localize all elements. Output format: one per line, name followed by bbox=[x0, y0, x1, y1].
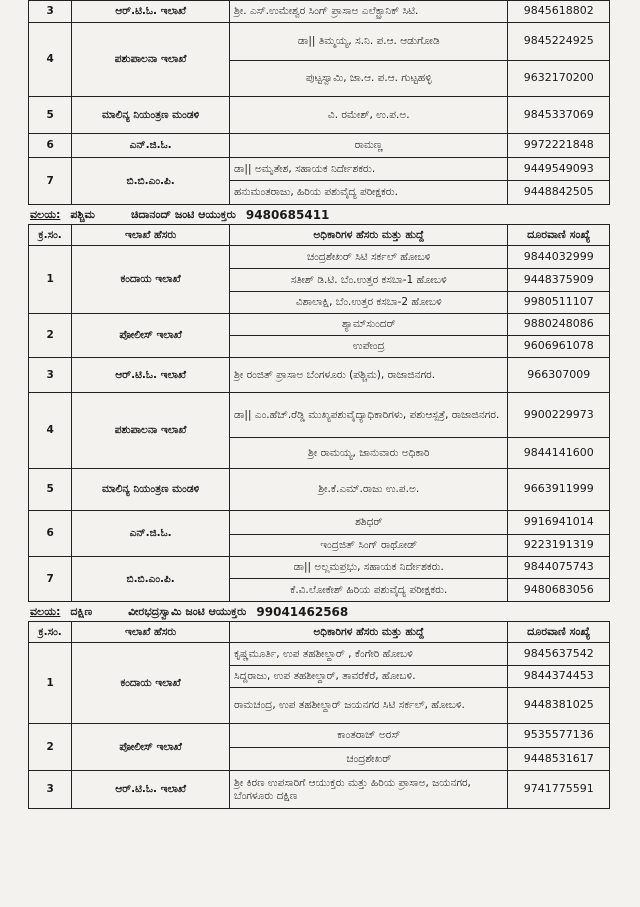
table-row bbox=[29, 23, 610, 61]
department-name: ಪೋಲೀಸ್ ಇಲಾಖೆ bbox=[72, 724, 230, 771]
serial-no: 1 bbox=[29, 643, 72, 724]
contact-directory-sheet bbox=[28, 0, 610, 809]
serial-no: 3 bbox=[29, 1, 72, 23]
table-row bbox=[29, 643, 610, 666]
table-row bbox=[29, 314, 610, 336]
phone-number: 9980511107 bbox=[508, 292, 610, 314]
table-row bbox=[29, 358, 610, 393]
phone-number: 9448381025 bbox=[508, 688, 610, 724]
department-name: ಆರ್.ಟಿ.ಓ. ಇಲಾಖೆ bbox=[72, 771, 230, 809]
table-row bbox=[29, 158, 610, 181]
phone-number: 9845337069 bbox=[508, 97, 610, 134]
officer-name: ಪುಟ್ಟಸ್ವಾಮಿ, ಜಾ.ಆ. ಪ.ಆ. ಗುಟ್ಟಹಳ್ಳಿ bbox=[230, 61, 508, 97]
phone-number: 9632170200 bbox=[508, 61, 610, 97]
table-row bbox=[29, 771, 610, 809]
zone-heading bbox=[28, 205, 610, 224]
serial-no: 4 bbox=[29, 393, 72, 469]
table-row bbox=[29, 469, 610, 511]
contact-table bbox=[28, 224, 610, 602]
phone-number: 9972221848 bbox=[508, 134, 610, 158]
contact-table bbox=[28, 0, 610, 205]
department-header: ಇಲಾಖೆ ಹೆಸರು bbox=[72, 225, 230, 246]
department-name: ಕಂದಾಯ ಇಲಾಖೆ bbox=[72, 246, 230, 314]
officer-name: ರಾಮಣ್ಣ bbox=[230, 134, 508, 158]
officer-name: ವಿ. ರಮೇಶ್, ಉ.ಪ.ಅ. bbox=[230, 97, 508, 134]
serial-no: 4 bbox=[29, 23, 72, 97]
phone-number: 9448531617 bbox=[508, 748, 610, 771]
department-name: ಆರ್.ಟಿ.ಓ. ಇಲಾಖೆ bbox=[72, 1, 230, 23]
serial-no: 3 bbox=[29, 358, 72, 393]
officer-name: ಕಾಂತರಾಜ್ ಅರಸ್ bbox=[230, 724, 508, 748]
zone-label: ವಲಯ: bbox=[30, 207, 61, 221]
phone-number: 9845224925 bbox=[508, 23, 610, 61]
phone-number: 9844374453 bbox=[508, 666, 610, 688]
zone-head-officer: ವೀರಭದ್ರಸ್ವಾಮಿ ಜಂಟಿ ಆಯುಕ್ತರು bbox=[128, 604, 247, 618]
phone-number: 9900229973 bbox=[508, 393, 610, 438]
phone-header: ದೂರವಾಣಿ ಸಂಖ್ಯೆ bbox=[508, 225, 610, 246]
officer-header: ಅಧಿಕಾರಿಗಳ ಹೆಸರು ಮತ್ತು ಹುದ್ದೆ bbox=[230, 225, 508, 246]
zone-heading bbox=[28, 602, 610, 621]
serial-no: 2 bbox=[29, 314, 72, 358]
department-name: ಬಿ.ಬಿ.ಎಂ.ಪಿ. bbox=[72, 158, 230, 205]
table-header-row bbox=[29, 225, 610, 246]
officer-name: ಸತೀಶ್ ಡಿ.ಟಿ. ಬೆಂ.ಉತ್ತರ ಕಸಬಾ-1 ಹೋಬಳಿ bbox=[230, 269, 508, 292]
officer-name: ಕೃಷ್ಣಮೂರ್ತಿ, ಉಪ ತಹಶೀಲ್ದಾರ್ , ಕೆಂಗೇರಿ ಹೋಬಳಿ bbox=[230, 643, 508, 666]
officer-name: ಹನುಮಂತರಾಜು, ಹಿರಿಯ ಪಶುವೈದ್ಯ ಪರೀಕ್ಷಕರು. bbox=[230, 181, 508, 205]
phone-number: 9916941014 bbox=[508, 511, 610, 535]
phone-number: 9223191319 bbox=[508, 535, 610, 557]
officer-name: ಶ್ರೀ. ಎಸ್.ಉಮೇಶ್ವರ ಸಿಂಗ್ ಪ್ರಾಸಾಅ ಎಲೆಕ್ಟ್ರಾನಿಕ್ ಸಿಟಿ. bbox=[230, 1, 508, 23]
table-row bbox=[29, 1, 610, 23]
serial-no: 7 bbox=[29, 158, 72, 205]
department-name: ಮಾಲಿನ್ಯ ನಿಯಂತ್ರಣ ಮಂಡಳಿ bbox=[72, 469, 230, 511]
department-name: ಆರ್.ಟಿ.ಓ. ಇಲಾಖೆ bbox=[72, 358, 230, 393]
table-row bbox=[29, 511, 610, 535]
zone-label: ವಲಯ: bbox=[30, 604, 61, 618]
phone-number: 966307009 bbox=[508, 358, 610, 393]
officer-name: ಶ್ರೀ ರಾಮಯ್ಯ, ಜಾನುವಾರು ಅಧಿಕಾರಿ bbox=[230, 438, 508, 469]
officer-name: ಚಂದ್ರಶೇಖರ್ ಸಿಟಿ ಸರ್ಕಲ್ ಹೋಬಳಿ bbox=[230, 246, 508, 269]
zone-name: ಪಶ್ಚಿಮ bbox=[70, 207, 96, 221]
department-name: ಮಾಲಿನ್ಯ ನಿಯಂತ್ರಣ ಮಂಡಳಿ bbox=[72, 97, 230, 134]
department-name: ಕಂದಾಯ ಇಲಾಖೆ bbox=[72, 643, 230, 724]
officer-name: ಶ್ರೀ ಕಿರಣ ಉಪಸಾರಿಗೆ ಆಯುಕ್ತರು ಮತ್ತು ಹಿರಿಯ ಪ್ರಾಸಾಅ, ಜಯನಗರ, ಬೆಂಗಳೂರು ದಕ್ಷಿಣ bbox=[230, 771, 508, 809]
zone-head-phone: 9480685411 bbox=[245, 207, 330, 222]
table-row bbox=[29, 134, 610, 158]
phone-header: ದೂರವಾಣಿ ಸಂಖ್ಯೆ bbox=[508, 622, 610, 643]
serial-no: 3 bbox=[29, 771, 72, 809]
phone-number: 9845618802 bbox=[508, 1, 610, 23]
phone-number: 9844032999 bbox=[508, 246, 610, 269]
table-row bbox=[29, 246, 610, 269]
department-name: ಎನ್.ಜಿ.ಓ. bbox=[72, 511, 230, 557]
officer-name: ಡಾ|| ಅಲ್ಲಮಪ್ರಭು, ಸಹಾಯಕ ನಿರ್ದೇಶಕರು. bbox=[230, 557, 508, 579]
serial-no: 5 bbox=[29, 469, 72, 511]
phone-number: 9448842505 bbox=[508, 181, 610, 205]
officer-name: ವಿಶಾಲಾಕ್ಷಿ, ಬೆಂ.ಉತ್ತರ ಕಸಬಾ-2 ಹೋಬಳಿ bbox=[230, 292, 508, 314]
officer-name: ಶ್ರೀ ರಂಜಿತ್ ಪ್ರಾಸಾಅ ಬೆಂಗಳೂರು (ಪಶ್ಚಿಮ), ರಾಜಾಜಿನಗರ. bbox=[230, 358, 508, 393]
phone-number: 9535577136 bbox=[508, 724, 610, 748]
serial-no: 7 bbox=[29, 557, 72, 602]
phone-number: 9845637542 bbox=[508, 643, 610, 666]
table-header-row bbox=[29, 622, 610, 643]
department-name: ಪಶುಪಾಲನಾ ಇಲಾಖೆ bbox=[72, 393, 230, 469]
department-header: ಇಲಾಖೆ ಹೆಸರು bbox=[72, 622, 230, 643]
table-row bbox=[29, 557, 610, 579]
serial-no: 6 bbox=[29, 511, 72, 557]
serial-no: 2 bbox=[29, 724, 72, 771]
department-name: ಪಶುಪಾಲನಾ ಇಲಾಖೆ bbox=[72, 23, 230, 97]
phone-number: 9449549093 bbox=[508, 158, 610, 181]
officer-header: ಅಧಿಕಾರಿಗಳ ಹೆಸರು ಮತ್ತು ಹುದ್ದೆ bbox=[230, 622, 508, 643]
phone-number: 9480683056 bbox=[508, 579, 610, 602]
officer-name: ಡಾ|| ಎಂ.ಹೆಚ್.ರೆಡ್ಡಿ ಮುಖ್ಯಪಶುವೈದ್ಯಾಧಿಕಾರಿಗಳು, ಪಶುಆಸ್ಪತ್ರೆ, ರಾಜಾಜಿನಗರ. bbox=[230, 393, 508, 438]
officer-name: ಡಾ|| ತಿಮ್ಮಯ್ಯ, ಸ.ನಿ. ಪ.ಆ. ಆಡುಗೋಡಿ bbox=[230, 23, 508, 61]
table-row bbox=[29, 724, 610, 748]
phone-number: 9844075743 bbox=[508, 557, 610, 579]
phone-number: 9880248086 bbox=[508, 314, 610, 336]
contact-table bbox=[28, 621, 610, 809]
officer-name: ಶಶಿಧರ್ bbox=[230, 511, 508, 535]
serial-no: 5 bbox=[29, 97, 72, 134]
officer-name: ಉಪೇಂದ್ರ bbox=[230, 336, 508, 358]
officer-name: ಶ್ರೀ.ಕೆ.ಎಮ್.ರಾಜು ಉ.ಪ.ಅ. bbox=[230, 469, 508, 511]
serial-no: 6 bbox=[29, 134, 72, 158]
officer-name: ಸಿದ್ದರಾಜು, ಉಪ ತಹಶೀಲ್ದಾರ್, ತಾವರೆಕೆರೆ, ಹೋಬಳಿ. bbox=[230, 666, 508, 688]
officer-name: ರಾಮಚಂದ್ರ, ಉಪ ತಹಶೀಲ್ದಾರ್ ಜಯನಗರ ಸಿಟಿ ಸರ್ಕಲ್, ಹೋಬಳಿ. bbox=[230, 688, 508, 724]
phone-number: 9448375909 bbox=[508, 269, 610, 292]
serial-no: 1 bbox=[29, 246, 72, 314]
officer-name: ಕೆ.ವಿ.ಲೋಕೇಶ್ ಹಿರಿಯ ಪಶುವೈದ್ಯ ಪರೀಕ್ಷಕರು. bbox=[230, 579, 508, 602]
phone-number: 9663911999 bbox=[508, 469, 610, 511]
zone-head-officer: ಚಿದಾನಂದ್ ಜಂಟಿ ಆಯುಕ್ತರು bbox=[131, 207, 236, 221]
zone-name: ದಕ್ಷಿಣ bbox=[70, 604, 93, 618]
table-row bbox=[29, 97, 610, 134]
serial-no-header: ಕ್ರ.ಸಂ. bbox=[29, 622, 72, 643]
phone-number: 9844141600 bbox=[508, 438, 610, 469]
zone-head-phone: 99041462568 bbox=[256, 604, 349, 619]
department-name: ಪೋಲೀಸ್ ಇಲಾಖೆ bbox=[72, 314, 230, 358]
table-row bbox=[29, 393, 610, 438]
phone-number: 9606961078 bbox=[508, 336, 610, 358]
department-name: ಬಿ.ಬಿ.ಎಂ.ಪಿ. bbox=[72, 557, 230, 602]
officer-name: ಶ್ಯಾಮ್‌ಸುಂದರ್ bbox=[230, 314, 508, 336]
officer-name: ಚಂದ್ರಶೇಖರ್ bbox=[230, 748, 508, 771]
serial-no-header: ಕ್ರ.ಸಂ. bbox=[29, 225, 72, 246]
officer-name: ಡಾ|| ಅಮೃತೇಶ, ಸಹಾಯಕ ನಿರ್ದೇಶಕರು. bbox=[230, 158, 508, 181]
department-name: ಎನ್.ಜಿ.ಓ. bbox=[72, 134, 230, 158]
phone-number: 9741775591 bbox=[508, 771, 610, 809]
officer-name: ಇಂದ್ರಜಿತ್ ಸಿಂಗ್ ರಾಥೋಡ್ bbox=[230, 535, 508, 557]
